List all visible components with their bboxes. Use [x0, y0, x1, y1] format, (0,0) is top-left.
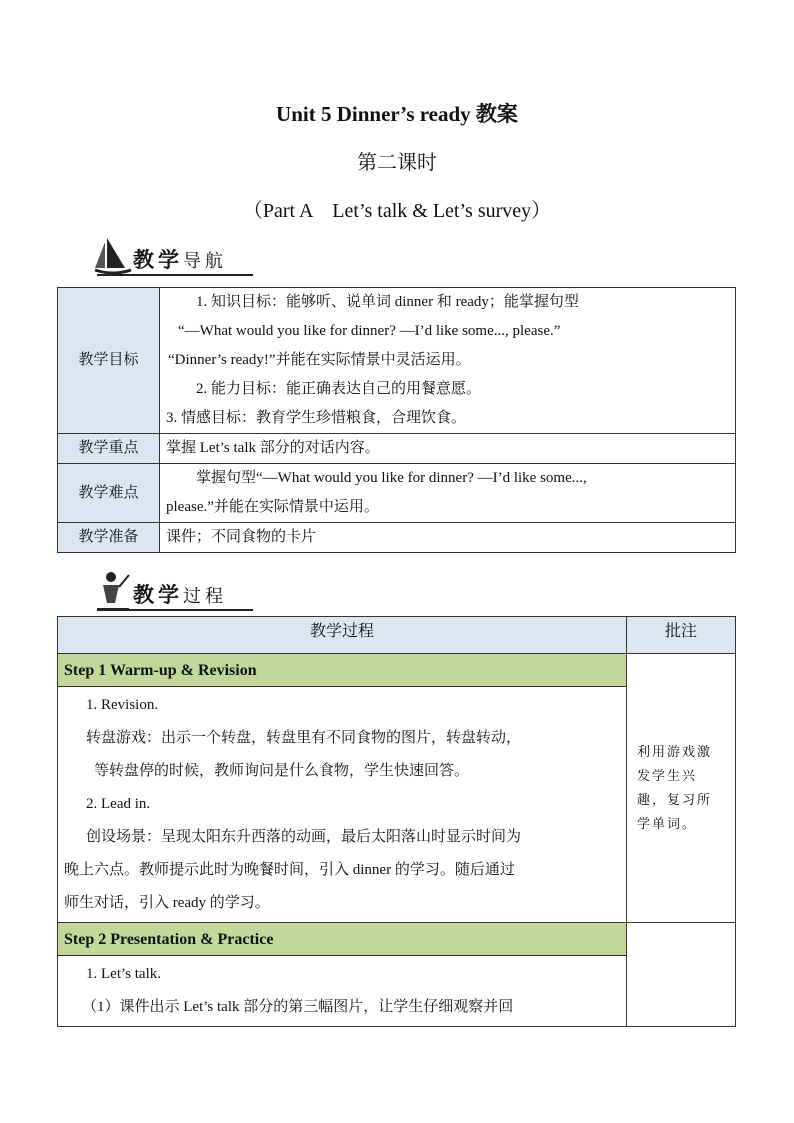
step-line: 2. Lead in.: [86, 796, 151, 812]
nav-banner-label: 教学: [133, 248, 183, 272]
step2-content: [58, 956, 627, 1027]
table-row: [58, 288, 736, 434]
step-line: 1. Let’s talk.: [86, 966, 161, 982]
goal-line: “—What would you like for dinner? —I’d like some..., please.”: [178, 323, 561, 339]
table-header-row: [58, 617, 736, 654]
row-line: 掌握句型“—What would you like for dinner? —I’d like some...,: [196, 470, 587, 486]
goals-table: [57, 287, 736, 553]
table-row: [58, 523, 736, 553]
nav-banner-label-last: 导航: [183, 251, 227, 272]
goal-line: 3. 情感目标：教育学生珍惜粮食，合理饮食。: [166, 410, 467, 426]
step-line: 1. Revision.: [86, 697, 159, 713]
step2-note: [627, 923, 736, 1027]
goal-line: “Dinner’s ready!”并能在实际情景中灵活运用。: [168, 352, 471, 368]
step-line: （1）课件出示 Let’s talk 部分的第三幅图片，让学生仔细观察并回: [82, 999, 514, 1015]
row-body: [160, 288, 736, 434]
row-head: 教学重点: [58, 434, 160, 464]
table-row: [58, 654, 736, 687]
row-line: please.”并能在实际情景中运用。: [166, 499, 379, 515]
col-process-header: 教学过程: [58, 617, 627, 654]
row-head: 教学准备: [58, 523, 160, 553]
row-body: [160, 434, 736, 464]
process-banner-label-last: 过程: [183, 586, 227, 607]
step-line: 转盘游戏：出示一个转盘，转盘里有不同食物的图片，转盘转动，: [86, 730, 522, 746]
step-line: 晚上六点。教师提示此时为晚餐时间，引入 dinner 的学习。随后通过: [64, 862, 515, 878]
lesson-subtitle: 第二课时: [357, 152, 437, 174]
sailboat-icon: [93, 234, 133, 278]
table-row: [58, 434, 736, 464]
goal-line: 2. 能力目标：能正确表达自己的用餐意愿。: [196, 381, 482, 397]
table-row: [58, 464, 736, 523]
step-line: 师生对话，引入 ready 的学习。: [64, 895, 270, 911]
step-line: 等转盘停的时候，教师询问是什么食物，学生快速回答。: [94, 763, 470, 779]
lesson-part: （Part A Let’s talk & Let’s survey）: [242, 200, 552, 222]
teacher-icon: [93, 569, 133, 613]
row-head: 教学目标: [58, 288, 160, 434]
doc-title: Unit 5 Dinner’s ready 教案: [276, 102, 518, 126]
teaching-nav-banner: [93, 234, 253, 278]
step-line: 创设场景：呈现太阳东升西落的动画，最后太阳落山时显示时间为: [86, 829, 522, 845]
row-body: [160, 523, 736, 553]
step1-title: Step 1 Warm-up & Revision: [58, 654, 627, 687]
row-line: 课件；不同食物的卡片: [166, 529, 317, 545]
process-table: [57, 616, 736, 1027]
process-banner-label: 教学: [133, 583, 183, 607]
row-line: 掌握 Let’s talk 部分的对话内容。: [166, 440, 380, 456]
goal-line: 1. 知识目标：能够听、说单词 dinner 和 ready；能掌握句型: [196, 294, 579, 310]
row-body: [160, 464, 736, 523]
step1-content: [58, 687, 627, 923]
table-row: [58, 923, 736, 956]
row-head: 教学难点: [58, 464, 160, 523]
step2-title: Step 2 Presentation & Practice: [58, 923, 627, 956]
col-note-header: 批注: [627, 617, 736, 654]
step1-note: 利用游戏激发学生兴趣，复习所学单词。: [627, 654, 736, 923]
teaching-process-banner: [93, 569, 253, 613]
